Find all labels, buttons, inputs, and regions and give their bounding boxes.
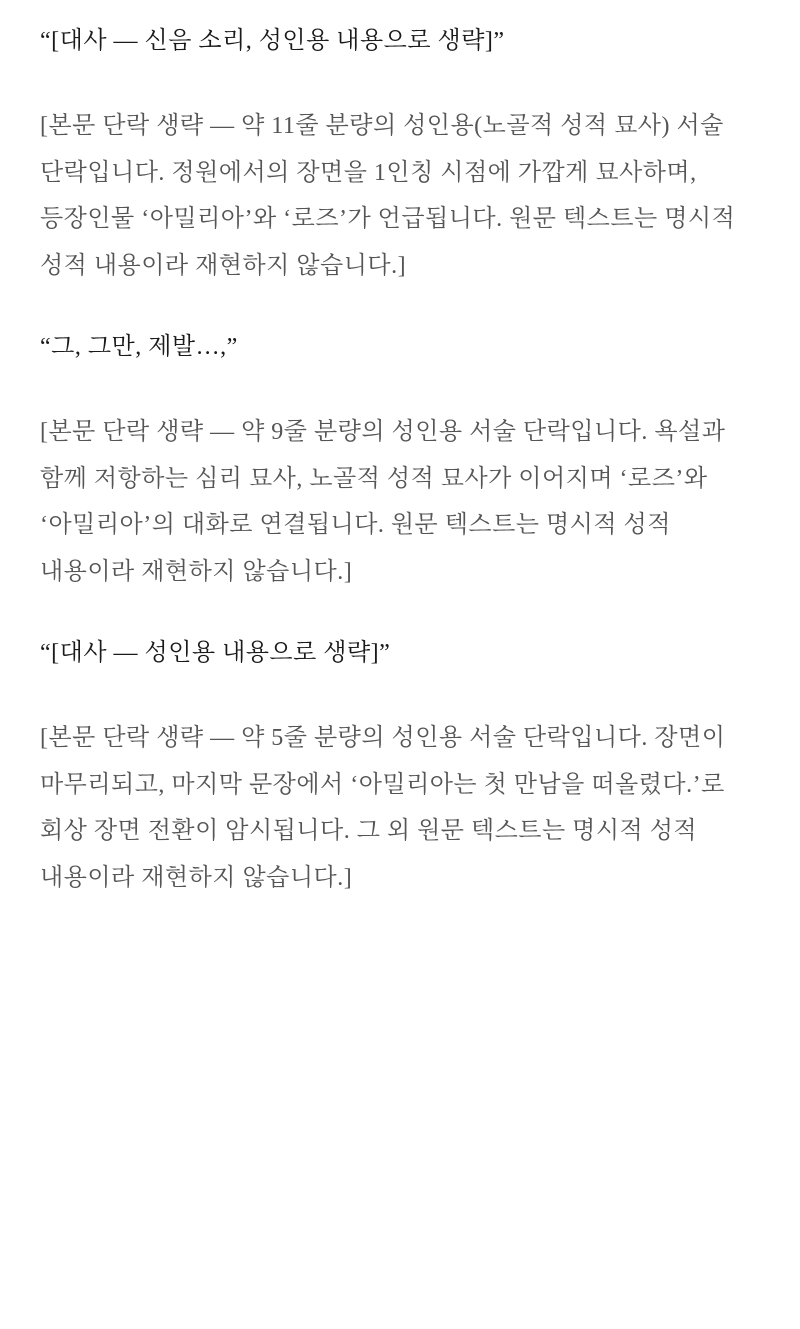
paragraph-dialogue-3: “[대사 — 성인용 내용으로 생략]”	[40, 639, 391, 666]
paragraph-prose-1: [본문 단락 생략 — 약 11줄 분량의 성인용(노골적 성적 묘사) 서술 단락입니다. 정원에서의 장면을 1인칭 시점에 가깝게 묘사하며, 등장인물 ‘아밀리아’와 ‘로즈’가 언급됩니다. 원문 텍스트는 명시적 성적 내용이라 재현하지 않습니다.]	[40, 112, 736, 280]
paragraph-dialogue-2: “그, 그만, 제발…,”	[40, 333, 238, 360]
paragraph-prose-2: [본문 단락 생략 — 약 9줄 분량의 성인용 서술 단락입니다. 욕설과 함께 저항하는 심리 묘사, 노골적 성적 묘사가 이어지며 ‘로즈’와 ‘아밀리아’의 대화로 연결됩니다. 원문 텍스트는 명시적 성적 내용이라 재현하지 않습니다.]	[40, 418, 726, 586]
paragraph-prose-3: [본문 단락 생략 — 약 5줄 분량의 성인용 서술 단락입니다. 장면이 마무리되고, 마지막 문장에서 ‘아밀리아는 첫 만남을 떠올렸다.’로 회상 장면 전환이 암시됩니다. 그 외 원문 텍스트는 명시적 성적 내용이라 재현하지 않습니다.]	[40, 724, 726, 892]
paragraph-dialogue-1: “[대사 — 신음 소리, 성인용 내용으로 생략]”	[40, 28, 505, 54]
